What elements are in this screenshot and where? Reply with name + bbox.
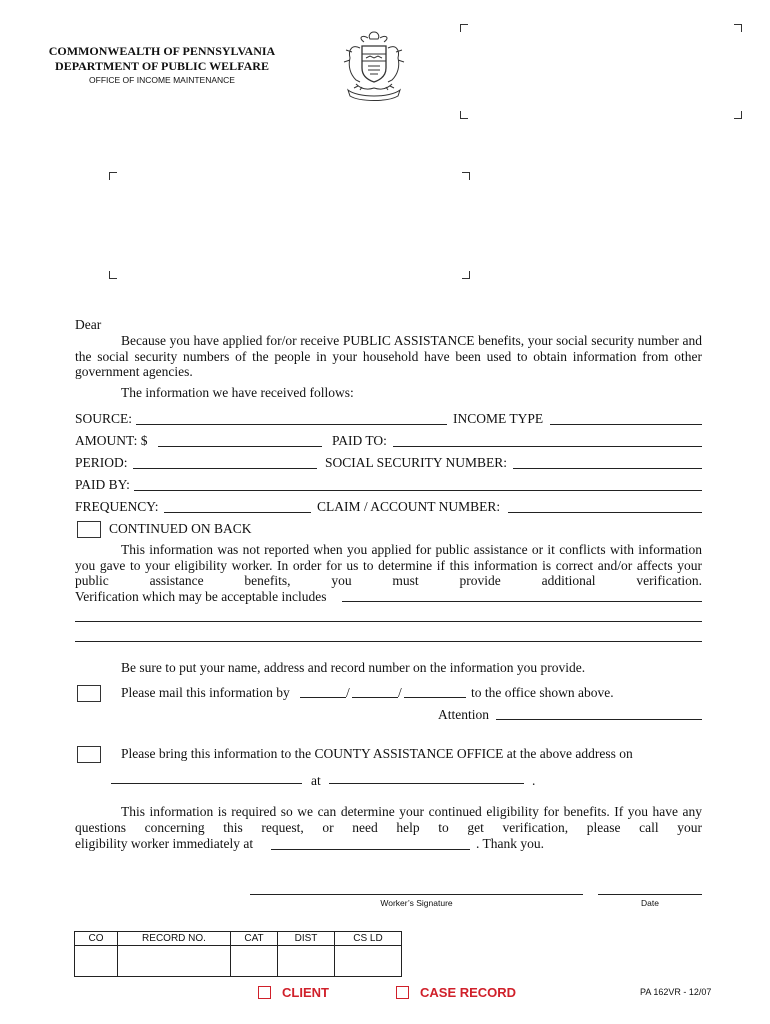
client-copy-checkbox[interactable] [258,986,271,999]
crop-mark [734,24,742,32]
mail-year-field[interactable] [404,697,466,698]
attention-label: Attention [438,707,489,722]
appointment-date-field[interactable] [111,783,302,784]
attention-field[interactable] [496,719,702,720]
cs-ld-cell[interactable] [335,946,402,977]
income-type-field[interactable] [550,424,702,425]
amount-label: AMOUNT: $ [75,433,148,448]
mail-label: Please mail this information by [121,685,290,700]
verification-field[interactable] [342,601,702,602]
paid-to-field[interactable] [393,446,702,447]
crop-mark [462,172,470,180]
worker-signature-line[interactable] [250,894,583,895]
agency-line-2: DEPARTMENT OF PUBLIC WELFARE [55,59,269,73]
table-header-dist: DIST [278,932,335,946]
date-line[interactable] [598,894,702,895]
ssn-field[interactable] [513,468,702,469]
worker-phone-field[interactable] [271,849,470,850]
record-table [74,931,402,977]
client-copy-label: CLIENT [282,985,329,1000]
paid-by-label: PAID BY: [75,477,130,492]
agency-line-3: OFFICE OF INCOME MAINTENANCE [89,75,235,85]
claim-account-field[interactable] [508,512,702,513]
claim-account-label: CLAIM / ACCOUNT NUMBER: [317,499,501,514]
crop-mark [460,24,468,32]
state-seal-icon [338,28,410,102]
verification-paragraph: This information was not reported when you applied for public assistance or it conflicts with information you gave to your eligibility worker. In order for us to determine if this information is correct and/or affects your public assistance benefits, you must provide additional verification. [75,542,702,588]
mail-month-field[interactable] [300,697,346,698]
bring-label: Please bring this information to the COUNTY ASSISTANCE OFFICE at the above address on [121,746,633,761]
mail-day-field[interactable] [352,697,398,698]
date-label: Date [641,898,659,908]
letterhead [32,44,292,86]
table-header-cat: CAT [231,932,278,946]
form-id: PA 162VR - 12/07 [640,987,712,997]
crop-mark [460,111,468,119]
at-label: at [311,773,321,788]
crop-mark [109,172,117,180]
record-no-cell[interactable] [118,946,231,977]
date-slash: / [398,685,402,700]
worker-signature-label: Worker’s Signature [380,898,453,908]
cat-cell[interactable] [231,946,278,977]
closing-paragraph: This information is required so we can determine your continued eligibility for benefits. If you have any questions concerning this request, or need help to get verification, please call your [75,804,702,835]
to-office-label: to the office shown above. [471,685,614,700]
verification-field-line-3[interactable] [75,641,702,642]
frequency-field[interactable] [164,512,311,513]
continued-on-back-checkbox[interactable] [77,521,101,538]
period-field[interactable] [133,468,317,469]
amount-field[interactable] [158,446,322,447]
agency-line-1: COMMONWEALTH OF PENNSYLVANIA [48,44,276,58]
mail-option-checkbox[interactable] [77,685,101,702]
crop-mark [109,271,117,279]
crop-mark [734,111,742,119]
salutation: Dear [75,317,102,332]
frequency-label: FREQUENCY: [75,499,159,514]
table-header-cs-ld: CS LD [335,932,402,946]
co-cell[interactable] [75,946,118,977]
case-record-label: CASE RECORD [420,985,517,1000]
period-label: PERIOD: [75,455,128,470]
crop-mark [462,271,470,279]
case-record-checkbox[interactable] [396,986,409,999]
received-statement: The information we have received follows: [121,385,354,400]
intro-paragraph: Because you have applied for/or receive PUBLIC ASSISTANCE benefits, your social security number and the social security numbers of the people in your household have been used to obtain information from other government agencies. [75,333,702,379]
period-mark: . [532,773,536,788]
paid-by-field[interactable] [134,490,702,491]
verification-field-line-2[interactable] [75,621,702,622]
source-field[interactable] [136,424,447,425]
date-slash: / [346,685,350,700]
ssn-label: SOCIAL SECURITY NUMBER: [325,455,508,470]
continued-on-back-label: CONTINUED ON BACK [109,521,252,536]
bring-option-checkbox[interactable] [77,746,101,763]
income-type-label: INCOME TYPE [453,411,544,426]
dist-cell[interactable] [278,946,335,977]
be-sure-note: Be sure to put your name, address and record number on the information you provide. [121,660,586,675]
appointment-time-field[interactable] [329,783,524,784]
paid-to-label: PAID TO: [332,433,387,448]
thank-you: . Thank you. [476,836,544,851]
table-header-co: CO [75,932,118,946]
table-header-record-no: RECORD NO. [118,932,231,946]
source-label: SOURCE: [75,411,133,426]
verification-includes-label: Verification which may be acceptable includes [75,589,327,604]
closing-call-label: eligibility worker immediately at [75,836,254,851]
